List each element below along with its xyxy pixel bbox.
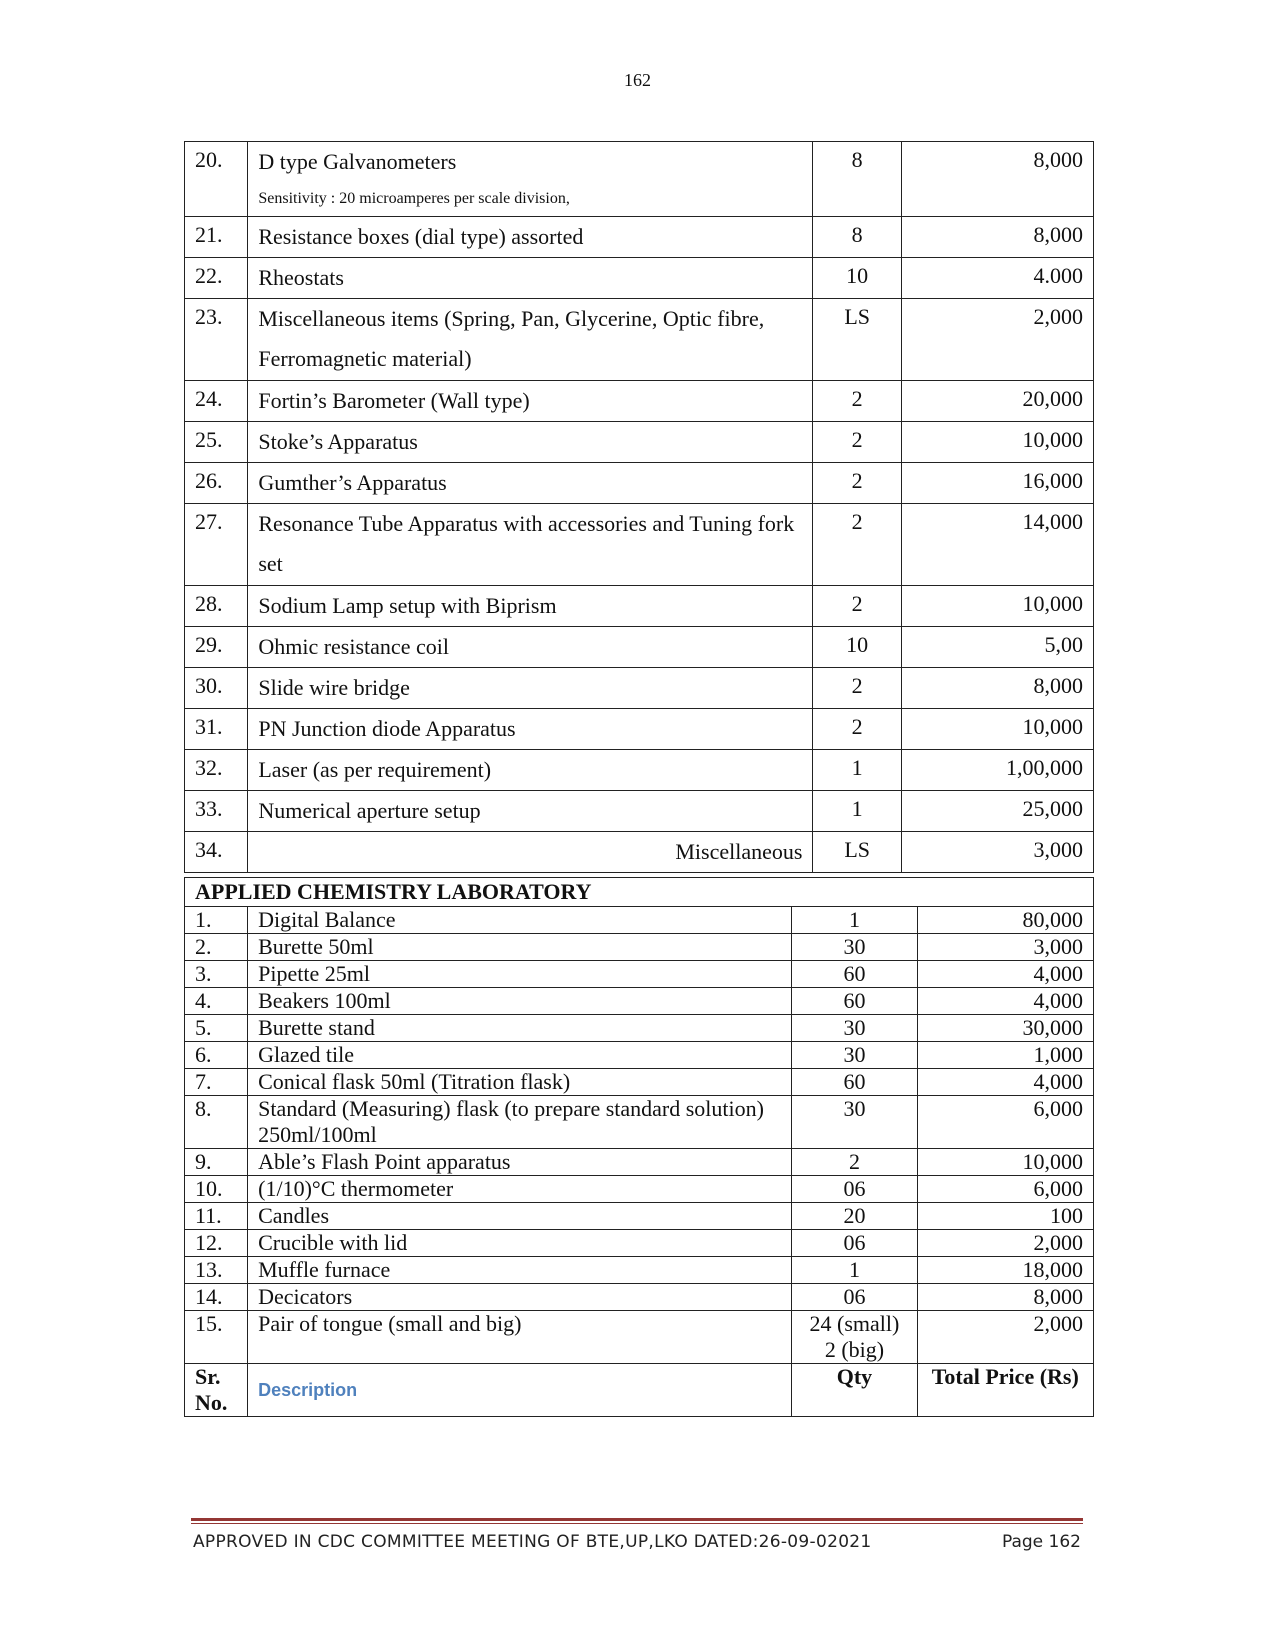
sr-cell: 10. [185, 1176, 248, 1203]
price-cell: 4,000 [917, 988, 1093, 1015]
table-row [185, 586, 1094, 627]
qty-cell: 2 [813, 586, 901, 627]
sr-cell: 4. [185, 988, 248, 1015]
footer-divider-thin [191, 1523, 1083, 1524]
qty-cell: 06 [792, 1284, 917, 1311]
table-row [185, 1149, 1094, 1176]
description-cell: Candles [248, 1203, 792, 1230]
chemistry-equipment-table [184, 877, 1094, 1417]
table-row [185, 1176, 1094, 1203]
page-number: 162 [624, 70, 651, 90]
qty-cell: 8 [813, 217, 901, 258]
description-cell: Digital Balance [248, 907, 792, 934]
price-cell: 20,000 [901, 381, 1093, 422]
price-cell: 4,000 [917, 1069, 1093, 1096]
table-row [185, 1230, 1094, 1257]
qty-cell: 2 [813, 381, 901, 422]
qty-cell: LS [813, 832, 901, 873]
price-cell: 80,000 [917, 907, 1093, 934]
sr-cell: 24. [185, 381, 248, 422]
table-row [185, 258, 1094, 299]
sr-cell: 30. [185, 668, 248, 709]
header-total-price: Total Price (Rs) [917, 1364, 1093, 1417]
sr-cell: 12. [185, 1230, 248, 1257]
table-row [185, 832, 1094, 873]
qty-cell: 20 [792, 1203, 917, 1230]
price-cell: 5,00 [901, 627, 1093, 668]
description-cell: Miscellaneous items (Spring, Pan, Glycerine, Optic fibre, Ferromagnetic material) [248, 299, 813, 381]
qty-cell: 2 [813, 668, 901, 709]
table-row [185, 217, 1094, 258]
header-sr-no: Sr. No. [185, 1364, 248, 1417]
price-cell: 25,000 [901, 791, 1093, 832]
qty-cell: 06 [792, 1176, 917, 1203]
qty-cell: 60 [792, 1069, 917, 1096]
price-cell: 8,000 [901, 142, 1093, 217]
description-cell: Gumther’s Apparatus [248, 463, 813, 504]
price-cell: 1,000 [917, 1042, 1093, 1069]
price-cell: 2,000 [917, 1230, 1093, 1257]
description-cell: Laser (as per requirement) [248, 750, 813, 791]
table-row [185, 709, 1094, 750]
sr-cell: 9. [185, 1149, 248, 1176]
description-cell: Fortin’s Barometer (Wall type) [248, 381, 813, 422]
physics-equipment-table [184, 141, 1094, 873]
description-cell: Resonance Tube Apparatus with accessories and Tuning fork set [248, 504, 813, 586]
sr-cell: 13. [185, 1257, 248, 1284]
description-cell: Crucible with lid [248, 1230, 792, 1257]
table-row [185, 1069, 1094, 1096]
sr-cell: 28. [185, 586, 248, 627]
qty-cell: 1 [792, 1257, 917, 1284]
table-row [185, 463, 1094, 504]
table-row [185, 142, 1094, 217]
qty-cell: 30 [792, 934, 917, 961]
price-cell: 10,000 [901, 586, 1093, 627]
description-cell: Miscellaneous [248, 832, 813, 873]
description-cell: Burette 50ml [248, 934, 792, 961]
description-cell: Standard (Measuring) flask (to prepare standard solution) 250ml/100ml [248, 1096, 792, 1149]
description-cell: Rheostats [248, 258, 813, 299]
qty-cell: 30 [792, 1096, 917, 1149]
table-row [185, 504, 1094, 586]
price-cell: 8,000 [901, 217, 1093, 258]
table-row [185, 791, 1094, 832]
sr-cell: 20. [185, 142, 248, 217]
description-cell: Conical flask 50ml (Titration flask) [248, 1069, 792, 1096]
qty-cell: 2 [792, 1149, 917, 1176]
price-cell: 10,000 [901, 709, 1093, 750]
header-description: Description [248, 1364, 792, 1417]
sr-cell: 6. [185, 1042, 248, 1069]
qty-cell: 1 [813, 791, 901, 832]
price-cell: 10,000 [917, 1149, 1093, 1176]
description-cell: Burette stand [248, 1015, 792, 1042]
qty-cell: 2 [813, 463, 901, 504]
sr-cell: 33. [185, 791, 248, 832]
price-cell: 100 [917, 1203, 1093, 1230]
item-description: D type Galvanometers [258, 149, 457, 174]
table-row [185, 668, 1094, 709]
table-row [185, 1257, 1094, 1284]
qty-cell: 1 [792, 907, 917, 934]
table-row [185, 627, 1094, 668]
qty-cell: 24 (small) 2 (big) [792, 1311, 917, 1364]
footer-page-label: Page 162 [1001, 1532, 1081, 1552]
table-row [185, 907, 1094, 934]
description-cell: Numerical aperture setup [248, 791, 813, 832]
qty-cell: 1 [813, 750, 901, 791]
sr-cell: 23. [185, 299, 248, 381]
sr-cell: 1. [185, 907, 248, 934]
price-cell: 4.000 [901, 258, 1093, 299]
table-row [185, 299, 1094, 381]
description-cell: Pair of tongue (small and big) [248, 1311, 792, 1364]
sr-cell: 8. [185, 1096, 248, 1149]
sr-cell: 26. [185, 463, 248, 504]
table-row [185, 934, 1094, 961]
price-cell: 3,000 [917, 934, 1093, 961]
price-cell: 16,000 [901, 463, 1093, 504]
column-header-row [185, 1364, 1094, 1417]
table-row [185, 1203, 1094, 1230]
sr-cell: 11. [185, 1203, 248, 1230]
sr-cell: 3. [185, 961, 248, 988]
price-cell: 6,000 [917, 1176, 1093, 1203]
description-cell: (1/10)°C thermometer [248, 1176, 792, 1203]
qty-cell: 60 [792, 988, 917, 1015]
sr-cell: 31. [185, 709, 248, 750]
sr-cell: 21. [185, 217, 248, 258]
sr-cell: 2. [185, 934, 248, 961]
item-subtext: Sensitivity : 20 microamperes per scale division, [258, 190, 570, 207]
table-row [185, 1284, 1094, 1311]
sr-cell: 34. [185, 832, 248, 873]
header-qty: Qty [792, 1364, 917, 1417]
description-cell: Glazed tile [248, 1042, 792, 1069]
section-heading: APPLIED CHEMISTRY LABORATORY [185, 878, 1094, 907]
qty-cell: 06 [792, 1230, 917, 1257]
description-cell: Beakers 100ml [248, 988, 792, 1015]
description-cell: Muffle furnace [248, 1257, 792, 1284]
sr-cell: 32. [185, 750, 248, 791]
footer-divider [191, 1518, 1083, 1521]
price-cell: 14,000 [901, 504, 1093, 586]
qty-cell: 2 [813, 709, 901, 750]
description-cell: Ohmic resistance coil [248, 627, 813, 668]
table-row [185, 750, 1094, 791]
description-cell: Able’s Flash Point apparatus [248, 1149, 792, 1176]
sr-cell: 27. [185, 504, 248, 586]
table-row [185, 1096, 1094, 1149]
sr-cell: 14. [185, 1284, 248, 1311]
table-row [185, 1015, 1094, 1042]
qty-cell: 8 [813, 142, 901, 217]
price-cell: 3,000 [901, 832, 1093, 873]
price-cell: 30,000 [917, 1015, 1093, 1042]
sr-cell: 29. [185, 627, 248, 668]
section-heading-row [185, 878, 1094, 907]
description-cell: PN Junction diode Apparatus [248, 709, 813, 750]
qty-cell: 10 [813, 627, 901, 668]
qty-cell: 30 [792, 1015, 917, 1042]
price-cell: 1,00,000 [901, 750, 1093, 791]
table-row [185, 1311, 1094, 1364]
description-cell: Stoke’s Apparatus [248, 422, 813, 463]
price-cell: 18,000 [917, 1257, 1093, 1284]
qty-cell: 30 [792, 1042, 917, 1069]
qty-cell: 2 [813, 422, 901, 463]
qty-cell: 60 [792, 961, 917, 988]
price-cell: 8,000 [901, 668, 1093, 709]
description-cell: Sodium Lamp setup with Biprism [248, 586, 813, 627]
qty-cell: 2 [813, 504, 901, 586]
description-cell: Slide wire bridge [248, 668, 813, 709]
qty-cell: LS [813, 299, 901, 381]
footer-approval-text: APPROVED IN CDC COMMITTEE MEETING OF BTE,UP,LKO DATED:26-09-02021 [193, 1532, 872, 1552]
price-cell: 2,000 [901, 299, 1093, 381]
description-cell [248, 142, 813, 217]
price-cell: 8,000 [917, 1284, 1093, 1311]
price-cell: 2,000 [917, 1311, 1093, 1364]
table-row [185, 381, 1094, 422]
table-row [185, 988, 1094, 1015]
description-cell: Decicators [248, 1284, 792, 1311]
table-row [185, 422, 1094, 463]
sr-cell: 15. [185, 1311, 248, 1364]
table-row [185, 1042, 1094, 1069]
price-cell: 10,000 [901, 422, 1093, 463]
description-cell: Resistance boxes (dial type) assorted [248, 217, 813, 258]
sr-cell: 22. [185, 258, 248, 299]
sr-cell: 25. [185, 422, 248, 463]
sr-cell: 7. [185, 1069, 248, 1096]
table-row [185, 961, 1094, 988]
sr-cell: 5. [185, 1015, 248, 1042]
qty-cell: 10 [813, 258, 901, 299]
description-cell: Pipette 25ml [248, 961, 792, 988]
price-cell: 6,000 [917, 1096, 1093, 1149]
price-cell: 4,000 [917, 961, 1093, 988]
